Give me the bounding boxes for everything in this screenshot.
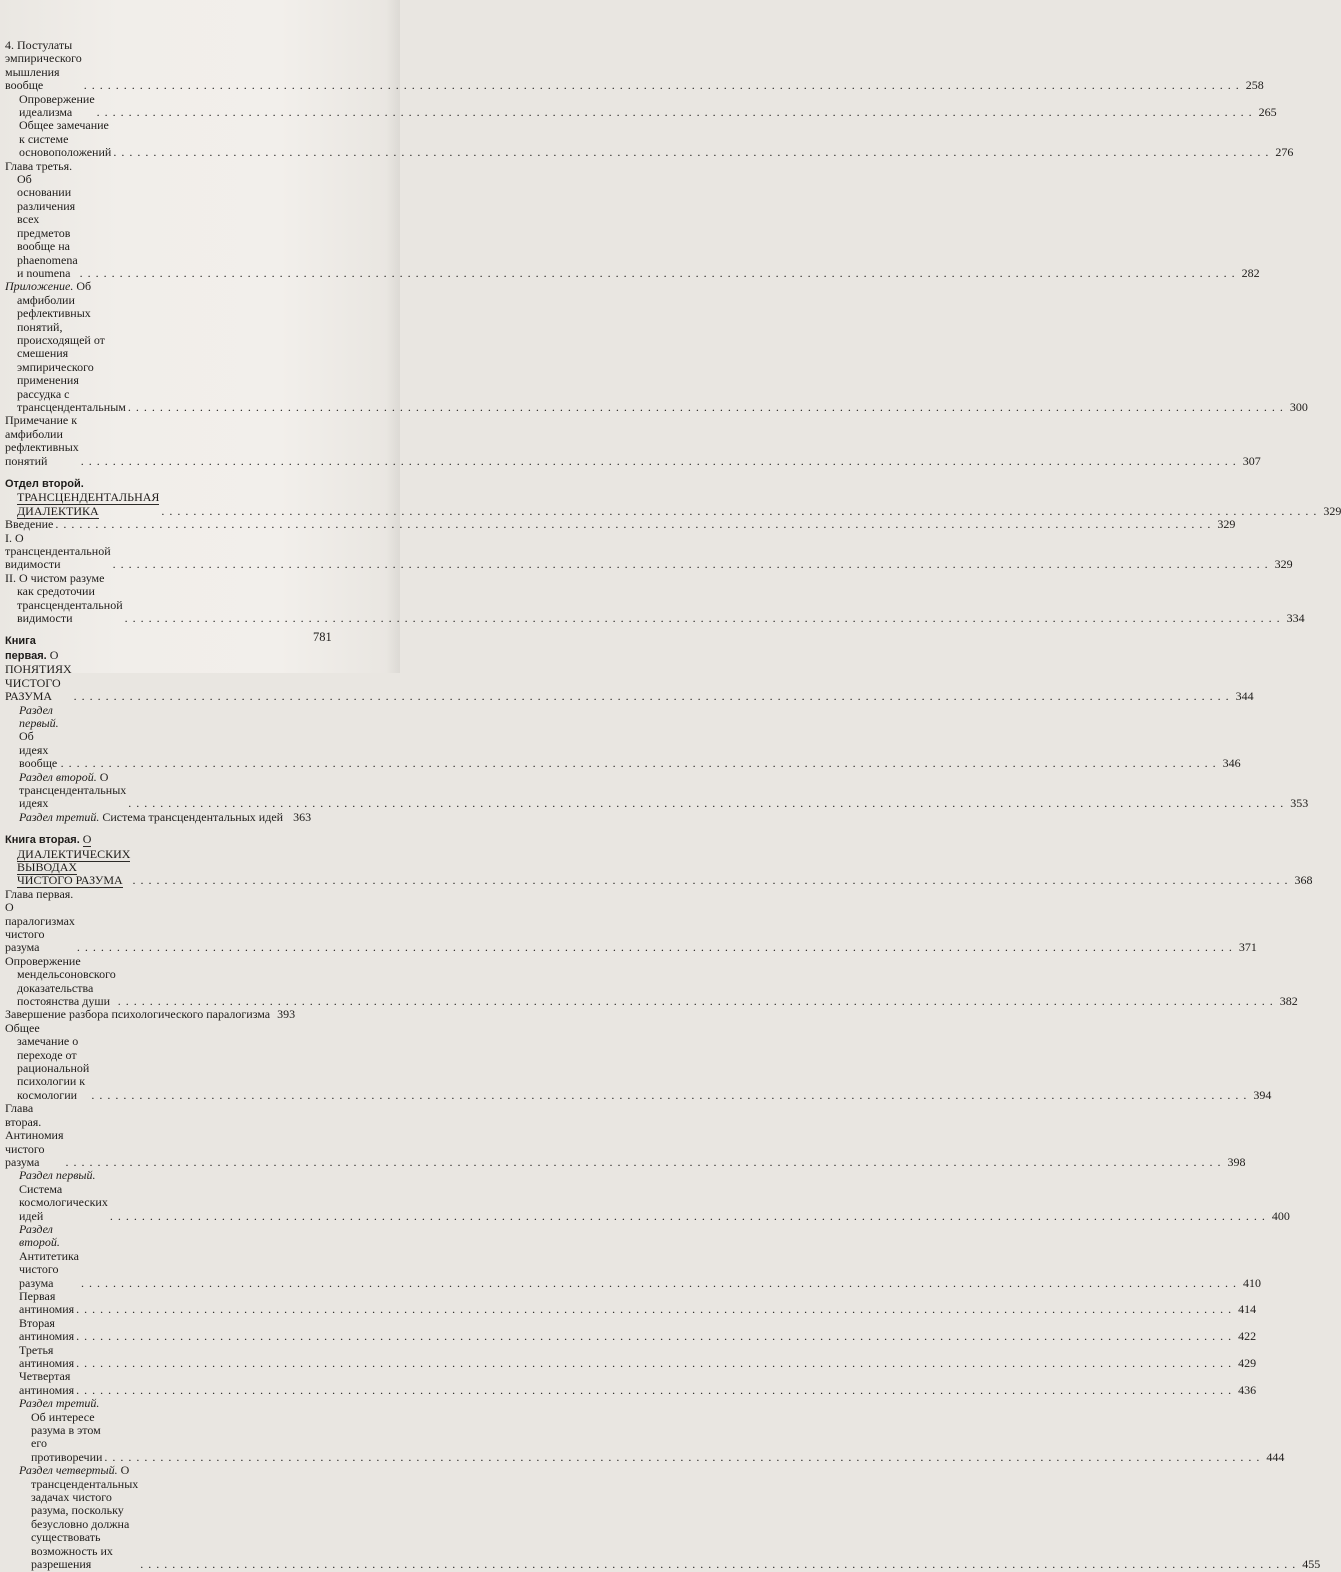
page-number: 394 — [1253, 1087, 1272, 1102]
page-number: 344 — [1235, 689, 1254, 704]
page-number: 429 — [1238, 1356, 1257, 1370]
toc-entry: Раздел второй. Антитетика чистого разума . . . 410 — [5, 1223, 336, 1290]
page-number: 329 — [1323, 503, 1341, 518]
toc-entry: Опровержение мендельсоновского доказательства постоянства души . . . 382 — [5, 955, 336, 1009]
toc-section-heading: Отдел второй. ТРАНСЦЕНДЕНТАЛЬНАЯ ДИАЛЕКТИКА . . . 329 — [5, 477, 336, 518]
page-edge-shadow — [386, 0, 400, 673]
toc-entry: Первая антиномия . . . 414 — [5, 1290, 336, 1317]
toc-entry: Четвертая антиномия . . . 436 — [5, 1370, 336, 1397]
page-number: 346 — [1222, 756, 1241, 771]
toc-entry: Общее замечание к системе основоположений . . . 276 — [5, 119, 336, 159]
page-number: 398 — [1227, 1154, 1246, 1169]
toc-entry: Приложение. Об амфиболии рефлективных понятий, происходящей от смешения эмпирического применения рассудка с трансцендентальным . . . 300 — [5, 280, 336, 414]
page-number: 300 — [1289, 399, 1308, 414]
page-number: 410 — [1242, 1275, 1261, 1290]
page-number: 444 — [1266, 1449, 1285, 1464]
page-number: 382 — [1279, 994, 1298, 1009]
table-of-contents — [5, 38, 1341, 1572]
toc-entry: Примечание к амфиболии рефлективных понятий . . . 307 — [5, 414, 336, 468]
toc-entry: Раздел четвертый. О трансцендентальных задачах чистого разума, поскольку безусловно должна существовать возможность их разрешения . . . 455 — [5, 1464, 336, 1571]
page-number: 368 — [1294, 873, 1313, 888]
toc-section-heading: Книга вторая. О ДИАЛЕКТИЧЕСКИХ ВЫВОДАХ ЧИСТОГО РАЗУМА . . . 368 — [5, 833, 336, 888]
toc-entry: Раздел третий. Об интересе разума в этом его противоречии . . . 444 — [5, 1397, 336, 1464]
page-number: 307 — [1242, 453, 1261, 468]
page-number: 334 — [1286, 611, 1305, 626]
toc-entry: II. О чистом разуме как средоточии трансцендентальной видимости . . . 334 — [5, 572, 336, 626]
toc-entry: Вторая антиномия . . . 422 — [5, 1317, 336, 1344]
page-number: 276 — [1275, 145, 1294, 160]
toc-entry: I. О трансцендентальной видимости . . . 329 — [5, 532, 336, 572]
toc-section-heading: Книга первая. О ПОНЯТИЯХ ЧИСТОГО РАЗУМА . . . 344 — [5, 634, 336, 703]
page-number: 371 — [1238, 940, 1257, 955]
toc-entry: Раздел первый. Система космологических идей . . . 400 — [5, 1169, 336, 1223]
page-number: 414 — [1238, 1302, 1257, 1317]
toc-entry: Введение . . . 329 — [5, 518, 336, 531]
toc-entry: Раздел третий. Система трансцендентальных идей 363 — [19, 809, 312, 824]
toc-entry: Общее замечание о переходе от рациональной психологии к космологии . . . 394 — [5, 1022, 336, 1102]
page-number: 329 — [1217, 517, 1236, 532]
page-number: 393 — [277, 1007, 296, 1022]
page-number: 265 — [1258, 105, 1277, 120]
page-number: 422 — [1238, 1329, 1257, 1344]
toc-entry: Опровержение идеализма . . . 265 — [5, 93, 336, 120]
folio-page-number: 781 — [313, 630, 332, 644]
toc-entry: Глава третья. Об основании различения всех предметов вообще на phaenomena и noumena . . . 282 — [5, 160, 336, 281]
toc-entry: Раздел второй. О трансцендентальных идеях . . . 353 — [5, 771, 336, 811]
page-number: 400 — [1271, 1208, 1290, 1223]
page-number: 258 — [1245, 78, 1264, 93]
page-number: 282 — [1241, 265, 1260, 280]
toc-entry: Третья антиномия . . . 429 — [5, 1344, 336, 1371]
page-number: 436 — [1238, 1382, 1257, 1397]
toc-entry: Глава вторая. Антиномия чистого разума . . . 398 — [5, 1102, 336, 1169]
page-number: 353 — [1290, 796, 1309, 811]
toc-entry: Глава первая. О паралогизмах чистого разума . . . 371 — [5, 888, 336, 955]
toc-entry: 4. Постулаты эмпирического мышления вообще . . . 258 — [5, 39, 336, 93]
page-number: 455 — [1302, 1557, 1321, 1572]
page-number: 329 — [1274, 557, 1293, 572]
page-number: 363 — [293, 809, 312, 824]
toc-entry: Завершение разбора психологического паралогизма 393 — [5, 1007, 296, 1022]
toc-entry: Раздел первый. Об идеях вообще . . . 346 — [5, 704, 336, 771]
